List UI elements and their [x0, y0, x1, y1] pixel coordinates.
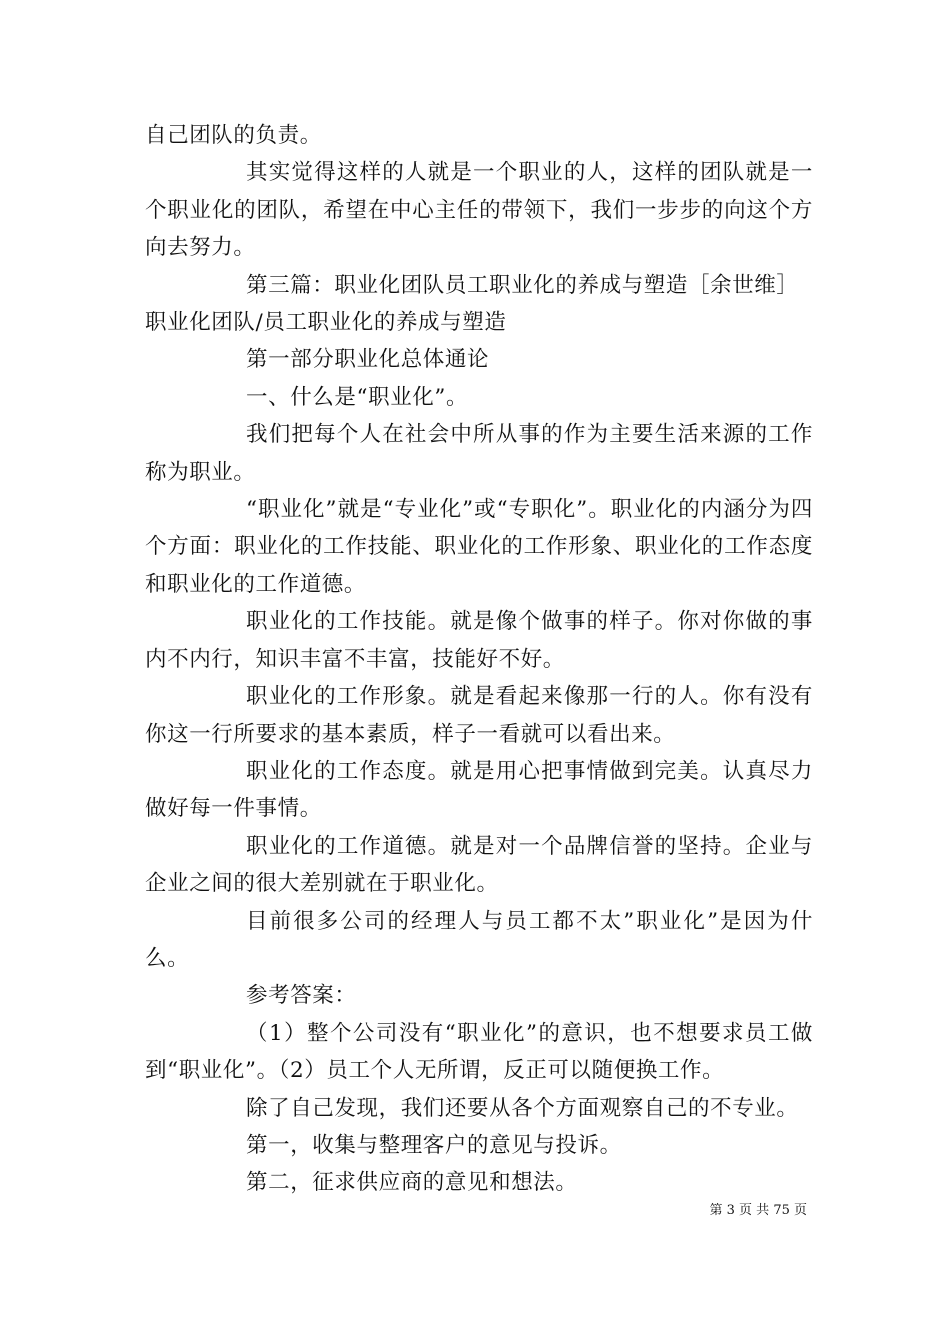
- paragraph: 除了自己发现，我们还要从各个方面观察自己的不专业。: [246, 1095, 799, 1121]
- paragraph: 职业化的工作形象。就是看起来像那一行的人。你有没有你这一行所要求的基本素质，样子一看就可以看出来。: [145, 684, 813, 747]
- part-heading: 第一部分职业化总体通论: [246, 347, 490, 373]
- document-body: [145, 117, 813, 1202]
- paragraph: 第一，收集与整理客户的意见与投诉。: [246, 1132, 622, 1158]
- paragraph: 职业化的工作道德。就是对一个品牌信誉的坚持。企业与企业之间的很大差别就在于职业化。: [145, 833, 813, 897]
- section-heading: 第三篇：职业化团队员工职业化的养成与塑造［余世维］: [246, 272, 799, 298]
- answer-label: 参考答案：: [246, 983, 357, 1009]
- paragraph: 第二，征求供应商的意见和想法。: [246, 1170, 578, 1196]
- paragraph: 自己团队的负责。: [145, 123, 322, 148]
- section-subtitle: 职业化团队/员工职业化的养成与塑造: [145, 310, 507, 336]
- paragraph: （1）整个公司没有“职业化”的意识，也不想要求员工做到“职业化”。（2）员工个人无所谓，反正可以随便换工作。: [145, 1020, 813, 1084]
- paragraph: 目前很多公司的经理人与员工都不太”职业化”是因为什么。: [145, 908, 813, 971]
- subsection-heading: 一、什么是“职业化”。: [246, 384, 469, 410]
- paragraph: “职业化”就是“专业化”或“专职化”。职业化的内涵分为四个方面：职业化的工作技能、职业化的工作形象、职业化的工作态度和职业化的工作道德。: [145, 497, 813, 597]
- paragraph: 我们把每个人在社会中所从事的作为主要生活来源的工作称为职业。: [145, 422, 813, 485]
- page-number: 第 3 页 共 75 页: [709, 1203, 807, 1218]
- paragraph: 职业化的工作态度。就是用心把事情做到完美。认真尽力做好每一件事情。: [145, 758, 813, 822]
- paragraph: 其实觉得这样的人就是一个职业的人，这样的团队就是一个职业化的团队，希望在中心主任的带领下，我们一步步的向这个方向去努力。: [145, 160, 813, 261]
- paragraph: 职业化的工作技能。就是像个做事的样子。你对你做的事内不内行，知识丰富不丰富，技能好不好。: [145, 609, 813, 672]
